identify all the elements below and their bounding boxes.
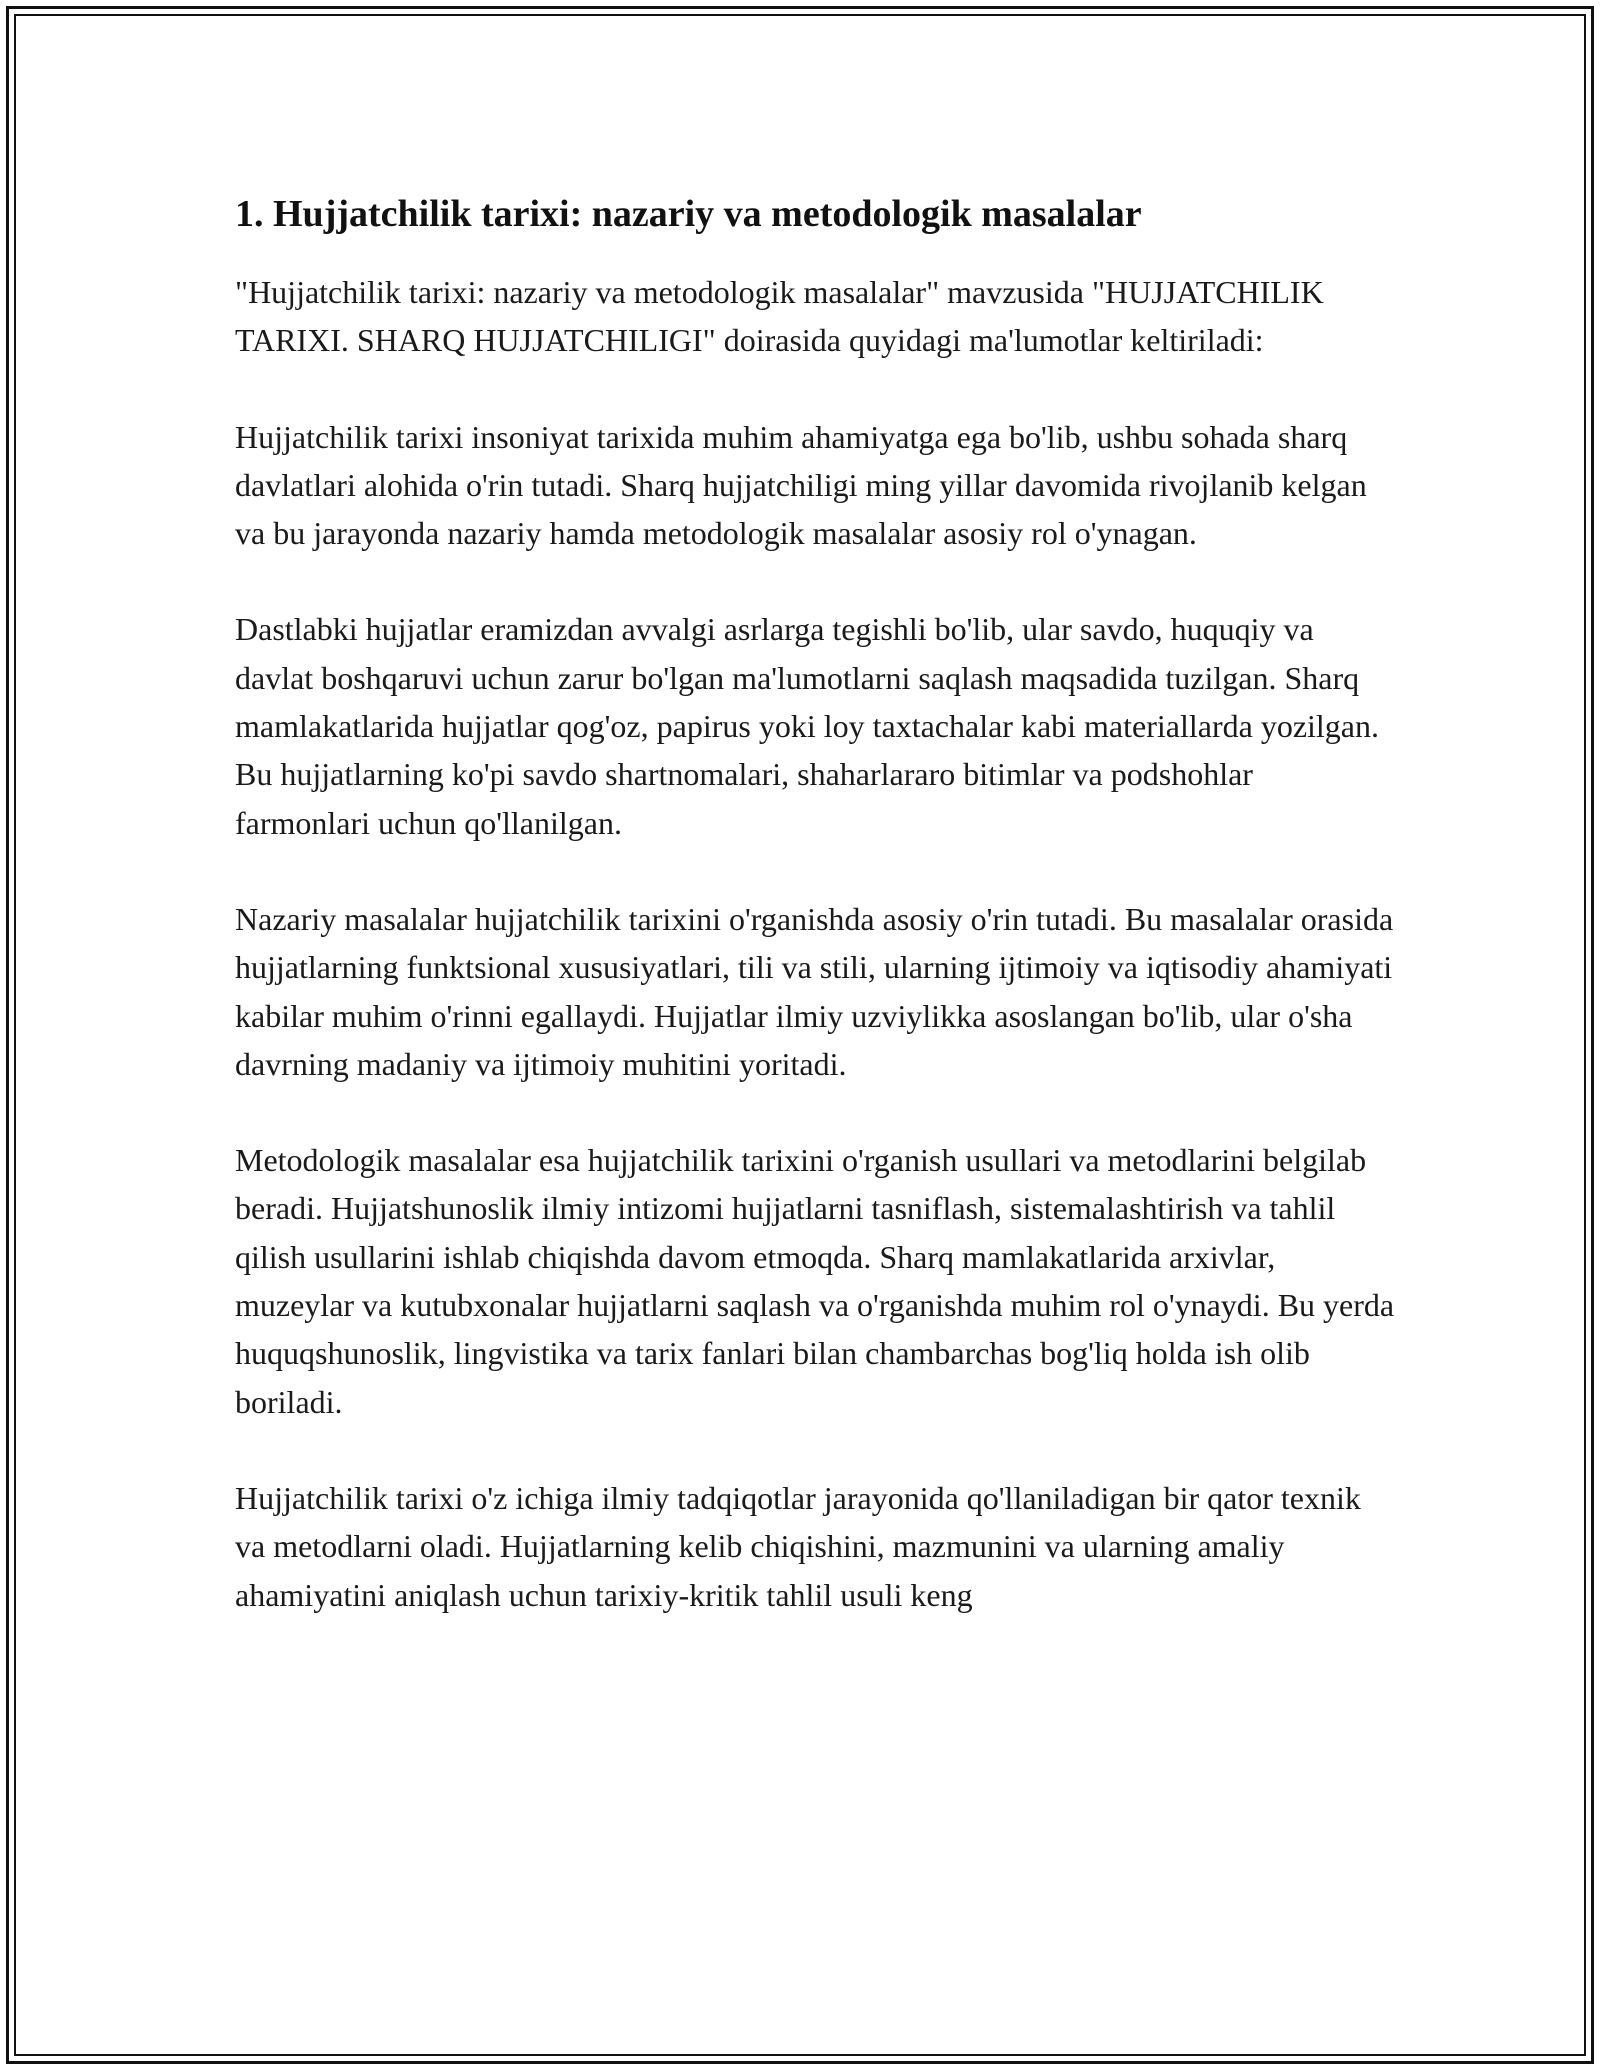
paragraph-research-methods: Hujjatchilik tarixi o'z ichiga ilmiy tadqiqotlar jarayonida qo'llaniladigan bir qator texnik va metodlarni oladi. Hujjatlarning kelib chiqishini, mazmunini va ularning amaliy ahamiyatini aniqlash uchun tarixiy-kritik tahlil usuli keng xyxy=(235,1479,1361,1613)
paragraph-early-documents: Dastlabki hujjatlar eramizdan avvalgi asrlarga tegishli bo'lib, ular savdo, huquqiy va davlat boshqaruvi uchun zarur bo'lgan ma'lumotlarni saqlash maqsadida tuzilgan. Sharq mamlakatlarida hujjatlar qog'oz, papirus yoki loy taxtachalar kabi materiallarda yozilgan. Bu hujjatlarning ko'pi savdo shartnomalari, shaharlararo bitimlar va podshohlar farmonlari uchun qo'llanilgan. xyxy=(235,611,1379,841)
paragraph-intro: "Hujjatchilik tarixi: nazariy va metodologik masalalar" mavzusida "HUJJATCHILIK TARIXI. SHARQ HUJJATCHILIGI" doirasida quyidagi ma'lumotlar keltiriladi: xyxy=(235,274,1324,359)
document-body xyxy=(235,188,1395,1667)
paragraph-methodological-issues: Metodologik masalalar esa hujjatchilik tarixini o'rganish usullari va metodlarini belgilab beradi. Hujjatshunoslik ilmiy intizomi hujjatlarni tasniflash, sistemalashtirish va tahlil qilish usullarini ishlab chiqishda davom etmoqda. Sharq mamlakatlarida arxivlar, muzeylar va kutubxonalar hujjatlarni saqlash va o'rganishda muhim rol o'ynaydi. Bu yerda huquqshunoslik, lingvistika va tarix fanlari bilan chambarchas bog'liq holda ish olib boriladi. xyxy=(235,1142,1395,1420)
paragraph-theoretical-issues: Nazariy masalalar hujjatchilik tarixini o'rganishda asosiy o'rin tutadi. Bu masalalar orasida hujjatlarning funktsional xususiyatlari, tili va stili, ularning ijtimoiy va iqtisodiy ahamiyati kabilar muhim o'rinni egallaydi. Hujjatlar ilmiy uzviylikka asoslangan bo'lib, ular o'sha davrning madaniy va ijtimoiy muhitini yoritadi. xyxy=(235,900,1394,1082)
section-heading: 1. Hujjatchilik tarixi: nazariy va metodologik masalalar xyxy=(235,193,1142,235)
paragraph-history: Hujjatchilik tarixi insoniyat tarixida muhim ahamiyatga ega bo'lib, ushbu sohada sharq davlatlari alohida o'rin tutadi. Sharq hujjatchiligi ming yillar davomida rivojlanib kelgan va bu jarayonda nazariy hamda metodologik masalalar asosiy rol o'ynagan. xyxy=(235,418,1367,552)
